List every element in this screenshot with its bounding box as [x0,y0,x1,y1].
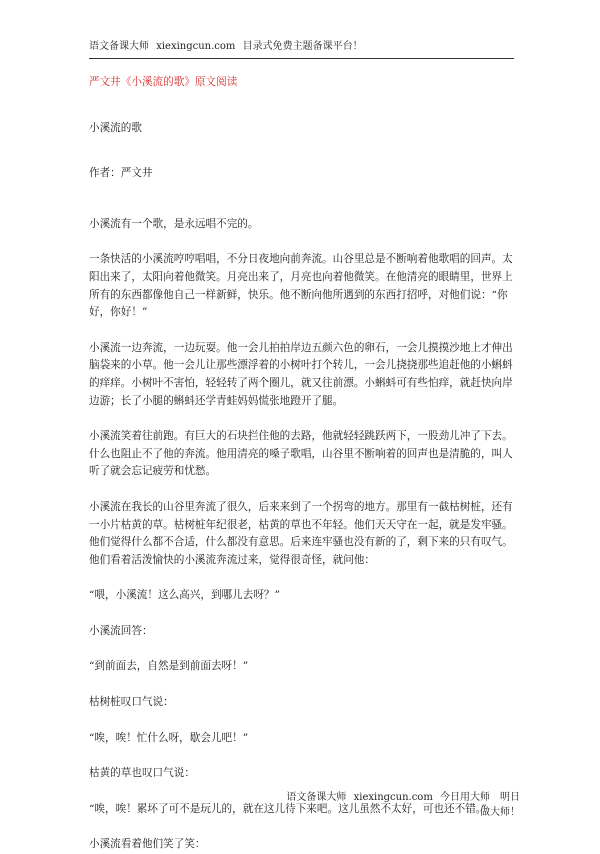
paragraph: 枯黄的草也叹口气说： [89,767,195,780]
article-author: 作者：严文井 [89,167,153,180]
paragraph: 枯树桩叹口气说： [89,696,174,709]
paragraph: “唉，唉！累坏了可不是玩儿的，就在这儿待下来吧。这儿虽然不太好，可也还不错。” [89,802,487,815]
footer-domain-link[interactable]: xiexingcun.com [353,792,433,803]
footer-slogan: 今日用大师 明日做大师！ [440,792,520,818]
paragraph: 小溪流笑着往前跑。有巨大的石块拦住他的去路，他就轻轻跳跃两下，一股劲儿冲了下去。什么也阻止不了他的奔流。他用清亮的嗓子歌唱，山谷里不断响着的回声也是清脆的，叫人听了就会忘记疲劳和忧愁。 [89,430,513,478]
paragraph: “到前面去，自然是到前面去呀！” [89,660,249,673]
article-title-link[interactable]: 严文井《小溪流的歌》原文阅读 [89,76,238,88]
paragraph: 小溪流看着他们笑了笑： [89,838,206,851]
article-body [89,68,514,854]
header-slogan: 目录式免费主题备课平台！ [242,41,363,52]
paragraph: 小溪流一边奔流，一边玩耍。他一会儿拍拍岸边五颜六色的卵石，一会儿摸摸沙地上才伸出脑袋来的小草。他一会儿让那些漂浮着的小树叶打个转儿，一会儿挠挠那些追赶他的小蝌蚪的痒痒。小树叶不害怕，轻轻转了两个圈儿，就又往前漂。小蝌蚪可有些怕痒，就赶快向岸边游；长了小腿的蝌蚪还学青蛙妈妈慌张地蹬开了腿。 [89,341,513,407]
footer-site-name: 语文备课大师 [286,792,347,803]
paragraph: 小溪流在我长的山谷里奔流了很久，后来来到了一个拐弯的地方。那里有一截枯树桩，还有一小片枯黄的草。枯树桩年纪很老，枯黄的草也不年轻。他们天天守在一起，就是发牢骚。他们觉得什么都不合适，什么都没有意思。后来连牢骚也没有新的了，剩下来的只有叹气。他们看着活泼愉快的小溪流奔流过来，觉得很奇怪，就问他： [89,500,513,566]
article-title: 小溪流的歌 [89,121,142,134]
paragraph: 小溪流回答： [89,624,153,637]
page-header [89,38,514,59]
paragraph: “喂，小溪流！这么高兴，到哪儿去呀？” [89,589,280,602]
paragraph: 小溪流有一个歌，是永远唱不完的。 [89,217,259,230]
paragraph: “唉，唉！忙什么呀，歇会儿吧！” [89,731,249,744]
paragraph: 一条快活的小溪流哼哼唱唱，不分日夜地向前奔流。山谷里总是不断响着他歌唱的回声。太阳出来了，太阳向着他微笑。月亮出来了，月亮也向着他微笑。在他清亮的眼睛里，世界上所有的东西都像他自己一样新鲜，快乐。他不断向他所遇到的东西打招呼，对他们说：“你好，你好！” [89,253,513,319]
page-footer [280,788,520,818]
header-site-name: 语文备课大师 [89,41,149,52]
header-domain-link[interactable]: xiexingcun.com [156,41,236,52]
